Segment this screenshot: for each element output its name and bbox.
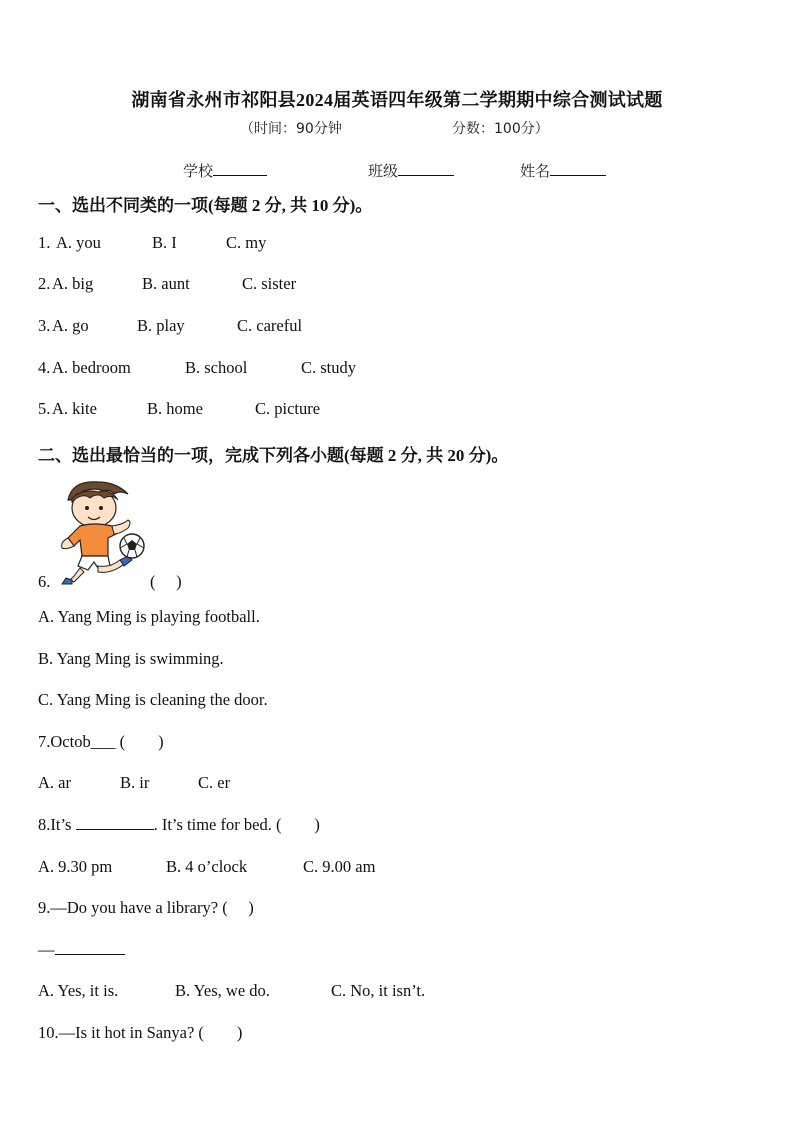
school-field xyxy=(183,160,267,181)
option-b[interactable]: B. home xyxy=(147,399,203,418)
question-stem: 9.—Do you have a library? ( ) xyxy=(38,898,254,917)
part1-heading: 一、选出不同类的一项(每题 2 分, 共 10 分)。 xyxy=(38,196,373,215)
page-title: 湖南省永州市祁阳县2024届英语四年级第二学期期中综合测试试题 xyxy=(131,90,663,110)
school-label: 学校 xyxy=(183,162,214,180)
boy-playing-football-image xyxy=(54,476,150,586)
option-c[interactable]: C. picture xyxy=(255,399,321,418)
option-b[interactable]: B. ir xyxy=(120,773,150,792)
option-c[interactable]: C. sister xyxy=(242,274,297,293)
question-number: 4. xyxy=(38,358,51,377)
question-number: 6. xyxy=(38,572,51,591)
option-a[interactable]: A. 9.30 pm xyxy=(38,857,113,876)
option-c[interactable]: C. Yang Ming is cleaning the door. xyxy=(38,690,268,709)
option-b[interactable]: B. 4 o’clock xyxy=(166,857,248,876)
question-number: 2. xyxy=(38,274,51,293)
question-stem xyxy=(38,815,320,835)
question-number: 5. xyxy=(38,399,51,418)
option-b[interactable]: B. school xyxy=(185,358,248,377)
option-a[interactable]: A. bedroom xyxy=(52,358,131,377)
option-b[interactable]: B. play xyxy=(137,316,185,335)
stem-end: . It’s time for bed. ( ) xyxy=(153,815,320,834)
exam-time: （时间：90分钟 xyxy=(240,121,342,137)
option-c[interactable]: C. careful xyxy=(237,316,303,335)
option-a[interactable]: A. go xyxy=(52,316,89,335)
option-b[interactable]: B. Yang Ming is swimming. xyxy=(38,649,224,668)
question-stem: 10.—Is it hot in Sanya? ( ) xyxy=(38,1023,243,1042)
option-c[interactable]: C. er xyxy=(198,773,231,792)
class-label: 班级 xyxy=(368,162,399,180)
question-number: 3. xyxy=(38,316,51,335)
option-a[interactable]: A. you xyxy=(56,233,101,252)
option-c[interactable]: C. study xyxy=(301,358,357,377)
name-label: 姓名 xyxy=(520,162,551,180)
option-b[interactable]: B. Yes, we do. xyxy=(175,981,270,1000)
name-field xyxy=(520,160,606,181)
option-c[interactable]: C. my xyxy=(226,233,267,252)
option-c[interactable]: C. 9.00 am xyxy=(303,857,376,876)
option-b[interactable]: B. aunt xyxy=(142,274,190,293)
question-stem: 7.Octob___ ( ) xyxy=(38,732,164,751)
option-b[interactable]: B. I xyxy=(152,233,177,252)
answer-blank[interactable] xyxy=(76,815,154,830)
answer-parenthesis[interactable]: ( ) xyxy=(150,572,182,591)
option-a[interactable]: A. ar xyxy=(38,773,71,792)
option-a[interactable]: A. Yang Ming is playing football. xyxy=(38,607,260,626)
option-a[interactable]: A. Yes, it is. xyxy=(38,981,119,1000)
option-a[interactable]: A. big xyxy=(52,274,94,293)
answer-dash: — xyxy=(38,940,55,959)
class-blank[interactable] xyxy=(398,161,454,176)
class-field xyxy=(368,160,454,181)
question-number: 1. xyxy=(38,233,51,252)
school-blank[interactable] xyxy=(213,161,267,176)
name-blank[interactable] xyxy=(550,161,606,176)
option-c[interactable]: C. No, it isn’t. xyxy=(331,981,426,1000)
answer-line xyxy=(38,940,125,960)
part2-heading: 二、选出最恰当的一项，完成下列各小题(每题 2 分, 共 20 分)。 xyxy=(38,446,509,465)
exam-score: 分数：100分） xyxy=(452,121,549,137)
option-a[interactable]: A. kite xyxy=(52,399,97,418)
answer-blank[interactable] xyxy=(55,940,125,955)
stem-start: 8.It’s xyxy=(38,815,76,834)
